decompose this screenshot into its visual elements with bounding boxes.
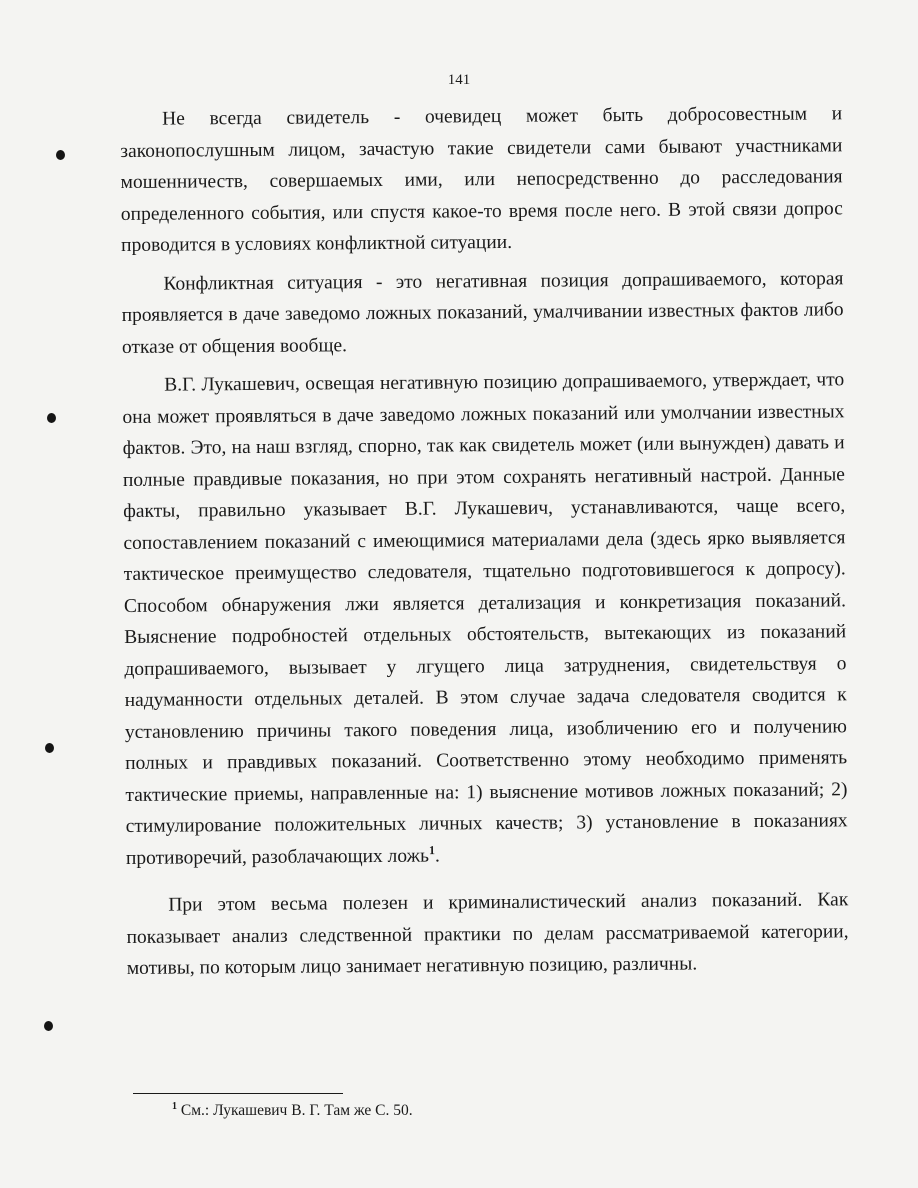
punch-hole-mark bbox=[56, 150, 65, 160]
paragraph: При этом весьма полезен и криминалистический анализ показаний. Как показывает анализ следственной практики по делам рассматриваемой категории, мотивы, по которым лицо занимает негативную позицию, различны. bbox=[126, 889, 849, 979]
footnote-separator bbox=[133, 1093, 343, 1094]
paragraph: Конфликтная ситуация - это негативная позиция допрашиваемого, которая проявляется в даче заведомо ложных показаний, умалчивании известных фактов либо отказе от общения вообще. bbox=[121, 267, 844, 358]
paragraph: Не всегда свидетель - очевидец может быть добросовестным и законопослушным лицом, зачастую такие свидетели сами бывают участниками мошенничеств, совершаемых ими, или непосредственно до расследования определенного события, или спустя какое-то время после него. В этой связи допрос проводится в условиях конфликтной ситуации. bbox=[120, 103, 843, 256]
punch-hole-mark bbox=[45, 743, 54, 753]
paragraph bbox=[122, 364, 848, 874]
paragraph-text: В.Г. Лукашевич, освещая негативную позицию допрашиваемого, утверждает, что она может проявляться в даче заведомо ложных показаний или умолчании известных фактов. Это, на наш взгляд, спорно, так как свидетель может (или вынужден) давать и полные правдивые показания, но при этом сохранять негативный настрой. Данные факты, правильно указывает В.Г. Лукашевич, устанавливаются, чаще всего, сопоставлением показаний с имеющимися материалами дела (здесь ярко выявляется тактическое преимущество следователя, тщательно подготовившегося к допросу). Способом обнаружения лжи является детализация и конкретизация показаний. Выяснение подробностей отдельных обстоятельств, вытекающих из показаний допрашиваемого, вызывает у лгущего лица затруднения, свидетельствуя о надуманности отдельных деталей. В этом случае задача следователя сводится к установлению причины такого поведения лица, изобличению его и получению полных и правдивых показаний. Соответственно этому необходимо применять тактические приемы, направленные на: 1) выяснение мотивов ложных показаний; 2) стимулирование положительных личных качеств; 3) установление в показаниях противоречий, разоблачающих ложь bbox=[122, 369, 848, 869]
page-number: 141 bbox=[447, 72, 471, 88]
punch-hole-mark bbox=[44, 1021, 53, 1031]
footnote bbox=[172, 1102, 413, 1120]
footnote-text: См.: Лукашевич В. Г. Там же С. 50. bbox=[177, 1102, 413, 1119]
punch-hole-mark bbox=[47, 413, 56, 423]
body-text bbox=[120, 98, 849, 984]
footnote-reference: 1 bbox=[428, 842, 435, 857]
footnote-marker: 1 bbox=[172, 1100, 177, 1112]
paragraph-end: . bbox=[434, 845, 440, 867]
